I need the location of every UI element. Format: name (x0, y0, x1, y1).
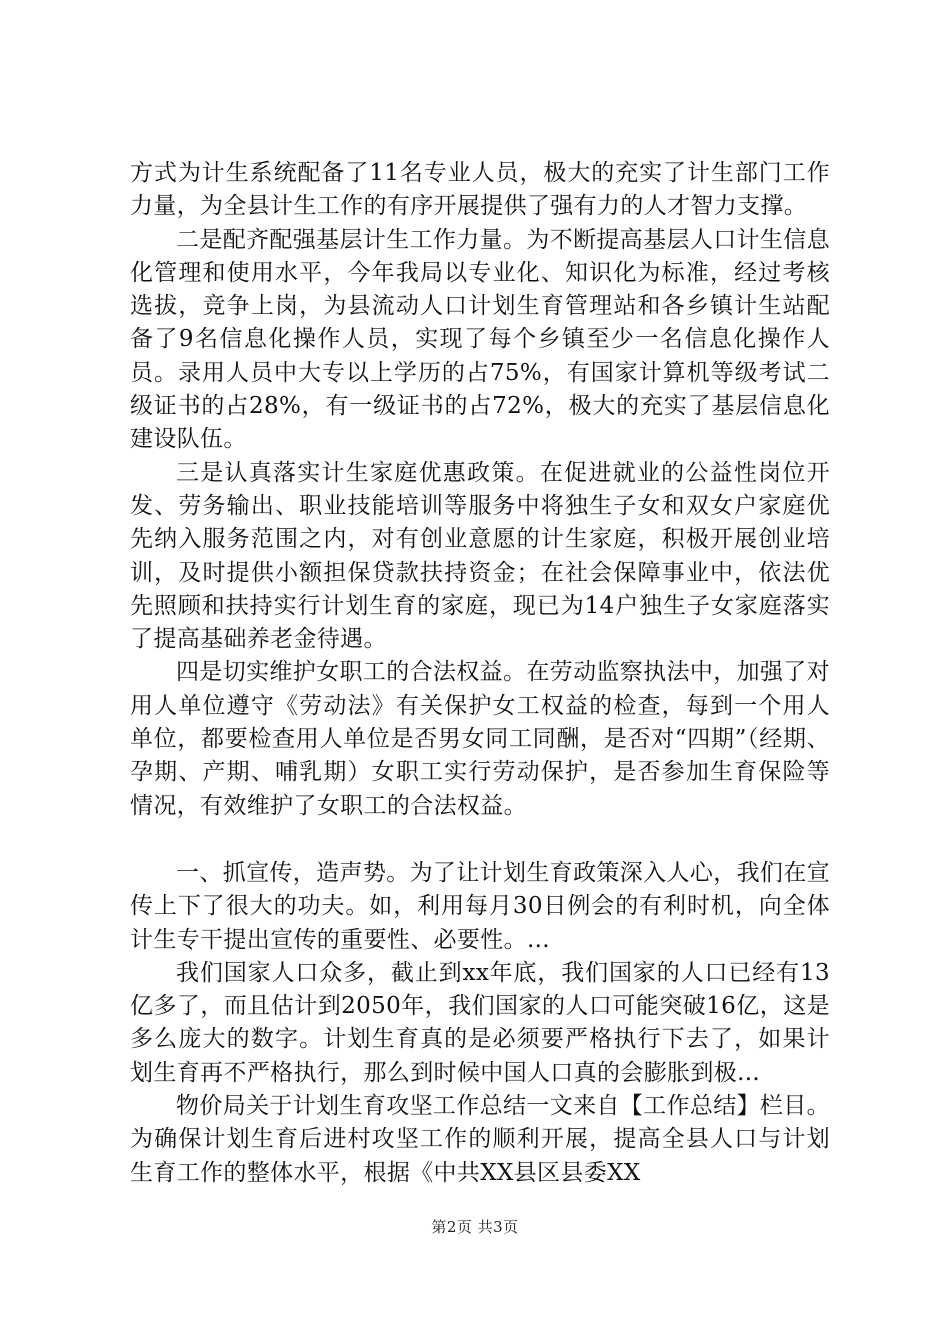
paragraph-publicity: 一、抓宣传，造声势。为了让计划生育政策深入人心，我们在宣传上下了很大的功夫。如，利用每月30日例会的有利时机，向全体计生专干提出宣传的重要性、必要性。... (130, 859, 830, 953)
paragraph-point-two: 二是配齐配强基层计生工作力量。为不断提高基层人口计生信息化管理和使用水平，今年我局以专业化、知识化为标准，经过考核选拔，竞争上岗，为县流动人口计划生育管理站和各乡镇计生站配备了9名信息化操作人员，实现了每个乡镇至少一名信息化操作人员。录用人员中大专以上学历的占75%，有国家计算机等级考试二级证书的占28%，有一级证书的占72%，极大的充实了基层信息化建设队伍。 (130, 226, 830, 453)
paragraph-continued: 方式为计生系统配备了11名专业人员，极大的充实了计生部门工作力量，为全县计生工作的有序开展提供了强有力的人才智力支撑。 (130, 160, 830, 220)
paragraph-population: 我们国家人口众多，截止到xx年底，我们国家的人口已经有13亿多了，而且估计到2050年，我们国家的人口可能突破16亿，这是多么庞大的数字。计划生育真的是必须要严格执行下去了，如果计划生育再不严格执行，那么到时候中国人口真的会膨胀到极... (130, 959, 830, 1086)
paragraph-point-four: 四是切实维护女职工的合法权益。在劳动监察执法中，加强了对用人单位遵守《劳动法》有关保护女工权益的检查，每到一个用人单位，都要检查用人单位是否男女同工同酬，是否对“四期”（经期、孕期、产期、哺乳期）女职工实行劳动保护，是否参加生育保险等情况，有效维护了女职工的合法权益。 (130, 659, 830, 819)
document-body (130, 157, 830, 1190)
paragraph-point-three: 三是认真落实计生家庭优惠政策。在促进就业的公益性岗位开发、劳务输出、职业技能培训等服务中将独生子女和双女户家庭优先纳入服务范围之内，对有创业意愿的计生家庭，积极开展创业培训，及时提供小额担保贷款扶持资金；在社会保障事业中，依法优先照顾和扶持实行计划生育的家庭，现已为14户独生子女家庭落实了提高基础养老金待遇。 (130, 459, 830, 653)
paragraph-source-note: 物价局关于计划生育攻坚工作总结一文来自【工作总结】栏目。为确保计划生育后进村攻坚工作的顺利开展，提高全县人口与计划生育工作的整体水平，根据《中共XX县区县委XX (130, 1093, 830, 1186)
paragraph-gap (130, 823, 830, 857)
page-number-footer: 第2页 共3页 (431, 1218, 519, 1236)
